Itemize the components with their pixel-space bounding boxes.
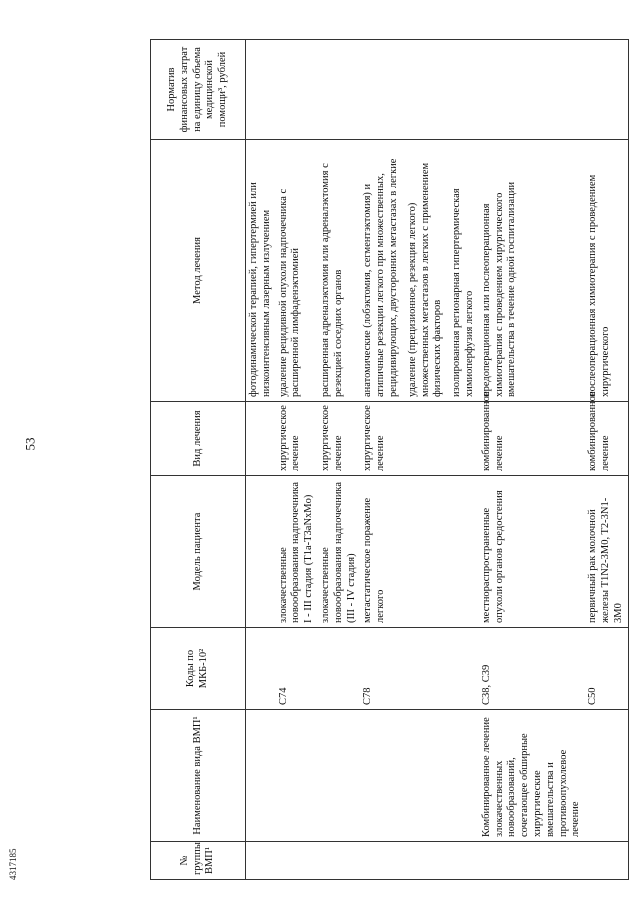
header-norm: Норматив финансовых затрат на единицу объема медицинской помощи³, рублей <box>151 40 246 140</box>
cell-name <box>585 710 628 842</box>
document-id: 4317185 <box>8 848 18 880</box>
cell-name <box>246 710 276 842</box>
cell-group <box>246 842 276 880</box>
cell-codes: C74 <box>276 628 318 710</box>
cell-norm <box>479 40 585 140</box>
cell-type: хирургическое лечение <box>360 402 478 476</box>
cell-group <box>318 842 360 880</box>
table-row <box>246 40 276 880</box>
table-header-row <box>151 40 246 880</box>
cell-name <box>276 710 318 842</box>
rotated-table-container <box>150 40 624 880</box>
table-row <box>585 40 628 880</box>
table-row <box>276 40 318 880</box>
header-model: Модель пациента <box>151 476 246 628</box>
cell-type: хирургическое лечение <box>318 402 360 476</box>
cell-codes: C50 <box>585 628 628 710</box>
method-item: изолированная регионарная гипертермическая химиоперфузия легкого <box>451 188 475 397</box>
cell-model: первичный рак молочной железы T1N2-3M0, T2-3N1-3M0 <box>585 476 628 628</box>
cell-model: метастатическое поражение легкого <box>360 476 478 628</box>
method-item: анатомические (лобэктомия, сегментэктомия) и атипичные резекции легкого при множественных, рецидивирующих, двусторонних метастазах в легкие <box>362 158 399 397</box>
page-number: 53 <box>22 437 38 451</box>
header-name: Наименование вида ВМП¹ <box>151 710 246 842</box>
cell-model <box>246 476 276 628</box>
cell-group <box>360 842 478 880</box>
cell-type: комбинированное лечение <box>479 402 585 476</box>
cell-method: расширенная адреналэктомия или адреналэктомия с резекцией соседних органов <box>318 140 360 402</box>
cell-type: комбинированное лечение <box>585 402 628 476</box>
cell-codes: C78 <box>360 628 478 710</box>
cell-group <box>585 842 628 880</box>
table-row <box>479 40 585 880</box>
cell-method: фотодинамической терапией, гипертермией или низкоинтенсивным лазерным излучением <box>246 140 276 402</box>
cell-codes <box>318 628 360 710</box>
cell-type: хирургическое лечение <box>276 402 318 476</box>
cell-codes <box>246 628 276 710</box>
cell-codes: C38, C39 <box>479 628 585 710</box>
header-type: Вид лечения <box>151 402 246 476</box>
cell-model: злокачественные новообразования надпочечника I - III стадия (T1a-T3aNxMo) <box>276 476 318 628</box>
cell-group <box>479 842 585 880</box>
cell-name <box>318 710 360 842</box>
header-group: № группы ВМП¹ <box>151 842 246 880</box>
cell-name: Комбинированное лечение злокачественных новообразований, сочетающее обширные хирургические вмешательства и противоопухолевое лечение <box>479 710 585 842</box>
header-method: Метод лечения <box>151 140 246 402</box>
cell-group <box>276 842 318 880</box>
method-item: удаление (прецизионное, резекция легкого) множественных метастазов в легких с применением физических факторов <box>406 162 444 397</box>
cell-norm <box>246 40 276 140</box>
cell-method: послеоперационная химиотерапия с проведением хирургического <box>585 140 628 402</box>
cell-type <box>246 402 276 476</box>
cell-model: местнораспространенные опухоли органов средостения <box>479 476 585 628</box>
header-codes: Коды по МКБ-10² <box>151 628 246 710</box>
vmp-table <box>150 39 629 880</box>
cell-method <box>360 140 478 402</box>
cell-method: предоперационная или послеоперационная химиотерапия с проведением хирургического вмешательства в течение одной госпитализации <box>479 140 585 402</box>
cell-model: злокачественные новообразования надпочечника (III - IV стадия) <box>318 476 360 628</box>
cell-norm <box>360 40 478 140</box>
cell-norm <box>276 40 318 140</box>
table-row <box>318 40 360 880</box>
cell-norm <box>585 40 628 140</box>
cell-norm <box>318 40 360 140</box>
table-row <box>360 40 478 880</box>
cell-method: удаление рецидивной опухоли надпочечника с расширенной лимфаденэктомией <box>276 140 318 402</box>
cell-name <box>360 710 478 842</box>
